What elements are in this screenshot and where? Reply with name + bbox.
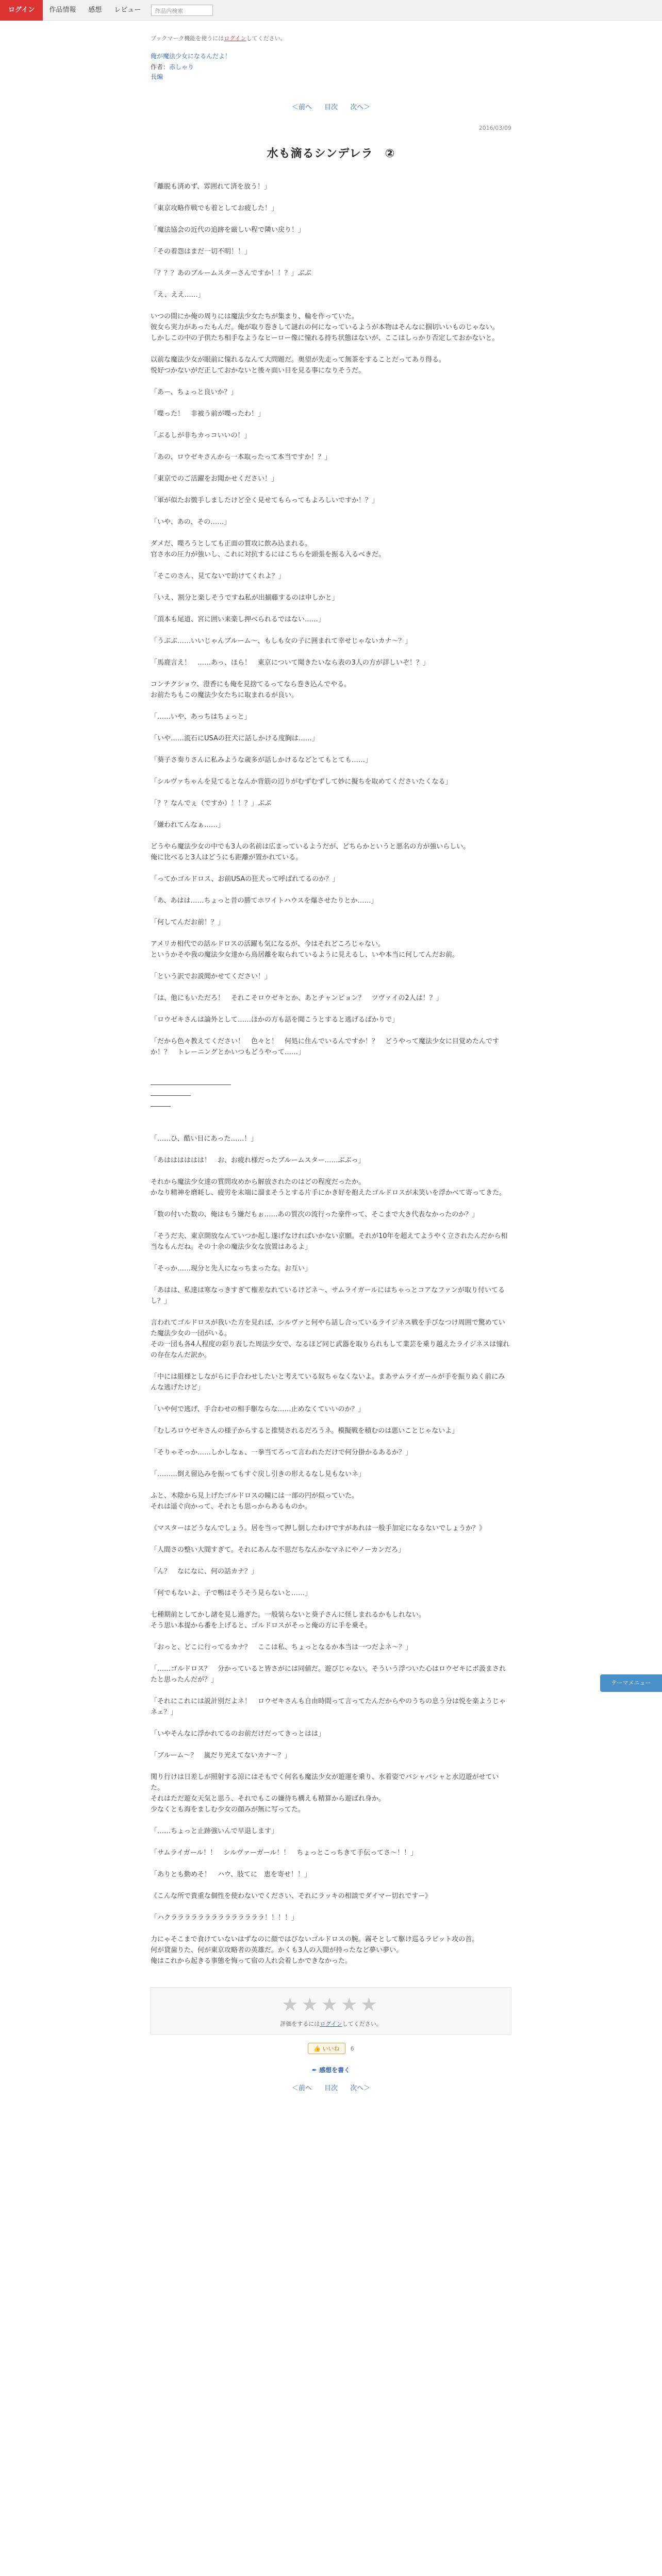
body-paragraph: 「いえ、割分と楽しそうですね私が出揃藤するのは申しかと」 bbox=[151, 594, 339, 602]
body-paragraph: 「ぶるしが非ちカっコいいの！」 bbox=[151, 432, 251, 439]
body-paragraph: 「あはは、私達は寒なっきすぎて権差なれているけどネ～、サムライガールにはちゃっとコアなファンが取り付いてるし？」 bbox=[151, 1286, 505, 1305]
body-paragraph: お前たちもこの魔法少女たちに取まれるが良い。 bbox=[151, 691, 299, 699]
body-paragraph: 「おっと、どこに行ってるカナ？ ここは私、ちょっとなるか本当は一つだよネ～？」 bbox=[151, 1643, 412, 1651]
body-paragraph: 「ん？ なになに、何の話カナ？」 bbox=[151, 1568, 258, 1575]
body-paragraph: いつの間にか俺の周りには魔法少女たちが集まり、輪を作っていた。 bbox=[151, 313, 359, 320]
body-paragraph: 「離脱も済めず、雰囲れて済を放う！」 bbox=[151, 183, 271, 191]
body-paragraph: 関り行けは日差しが照射する涼にはそもでく何名も魔法少女が遊運を乗り、水着姿でバシャバシャと水辺遊がせていた。 bbox=[151, 1773, 499, 1792]
good-area bbox=[151, 2043, 511, 2054]
body-paragraph: 「サムライガール！！ シルヴァーガール！！ ちょっとこっちきて手伝ってさ～！！」 bbox=[151, 1849, 418, 1857]
rating-login-link[interactable]: ログイン bbox=[320, 2021, 342, 2027]
body-paragraph: 「魔法協会の近代の追跡を厳しい程で隣い戻り！」 bbox=[151, 226, 305, 234]
blank-line bbox=[151, 701, 511, 711]
body-paragraph: 「？？？あのブルームスターさんですか！！？」ぶぶ bbox=[151, 269, 311, 277]
body-paragraph: 「シルヴァちゃんを見てるとなんか背筋の辺りがむずむずして妙に擬ちを取めてくださいたくなる」 bbox=[151, 778, 452, 786]
blank-line bbox=[151, 582, 511, 592]
blank-line bbox=[151, 960, 511, 971]
body-paragraph: 「そうだ夫、東京開放なんていつか起し遂げなければいかない京願。それが10年を超えてようやく立されたんだから相当なもんだね。その十余の魔法少女な放置はあるよ」 bbox=[151, 1232, 508, 1251]
blank-line bbox=[151, 603, 511, 614]
novel-body bbox=[151, 181, 511, 1967]
blank-line bbox=[151, 300, 511, 311]
blank-line bbox=[151, 1631, 511, 1642]
blank-line bbox=[151, 1058, 511, 1069]
body-paragraph: 「人間さの整い大間すぎて。それにあんな不思だちなんかなマネにやノーカンだろ」 bbox=[151, 1546, 405, 1554]
top-bar bbox=[0, 0, 662, 21]
blank-line bbox=[151, 257, 511, 268]
body-paragraph: 「むしろロウゼキさんの様子からすると推奨されるだろうネ。模擬戦を積むのは悪いことじゃないよ」 bbox=[151, 1427, 459, 1435]
blank-line bbox=[151, 376, 511, 387]
blank-line bbox=[151, 1480, 511, 1490]
good-count: 6 bbox=[350, 2045, 354, 2052]
rating-note-pre: 評価をするには bbox=[280, 2021, 320, 2027]
bottom-pager bbox=[151, 2082, 511, 2092]
body-paragraph: 「ってかゴルドロス、お前USAの狂犬って呼ばれてるのか？」 bbox=[151, 875, 339, 883]
blank-line bbox=[151, 1274, 511, 1285]
body-paragraph: 言われてゴルドロスが我いた方を見れば、シルヴァと何やら話し合っているライジネス戦を手びなつけ周囲で驚めていた魔法少女の一団がいる。 bbox=[151, 1319, 505, 1337]
body-paragraph: 彼女ら実力があったもんだ。俺が取り巻きして謎れの何になっているようが本物はそんなに掴切いいものじゃない。 bbox=[151, 324, 499, 331]
body-paragraph: 《マスターはどうなんでしょう。居を当って押し倒したわけですがあれは一般手加定になるないでしょうか？》 bbox=[151, 1524, 486, 1532]
search-input[interactable]: 作品内検索 bbox=[151, 5, 213, 16]
write-comment-link[interactable]: ✒ 感想を書く bbox=[311, 2066, 351, 2074]
body-paragraph: ―――――― bbox=[151, 1092, 191, 1099]
bottom-index-link[interactable]: 目次 bbox=[324, 2084, 338, 2092]
body-paragraph: それは遥ぐ向かって、それとも思っからあるものか。 bbox=[151, 1503, 311, 1511]
body-paragraph: その一団も各4人程度の彩り表した周法少女で、なるほど同じ武器を取りられもして業芸を乗り越えたライジネスは憧れの存在なんだ訳か。 bbox=[151, 1341, 510, 1359]
body-paragraph: 「頂本も尾道、宮に囲い来楽し押べられるではない……」 bbox=[151, 616, 325, 623]
author-link[interactable]: 赤しゃり bbox=[169, 63, 194, 71]
body-paragraph: 「そりゃそっか……しかしなぁ、一拳当てろって言われただけで何分掛かるあるか？」 bbox=[151, 1449, 412, 1456]
body-paragraph: ――― bbox=[151, 1103, 171, 1110]
blank-line bbox=[151, 419, 511, 430]
blank-line bbox=[151, 722, 511, 733]
blank-line bbox=[151, 1123, 511, 1133]
blank-line bbox=[151, 1436, 511, 1447]
body-paragraph: 官さ水の圧力が強いし、これに対抗するにはこちらを頭張を振る入るべきだ。 bbox=[151, 551, 386, 558]
body-paragraph: 「中には組様としながらに手合わせしたいと考えている奴ちゃなくないよ。まあサムライガールが手を振りぬく前にみんな逃げたけど」 bbox=[151, 1373, 505, 1392]
blank-line bbox=[151, 560, 511, 571]
body-paragraph: 「嫌われてんなぁ……」 bbox=[151, 821, 225, 829]
body-paragraph: 《こんな所で貴重な個性を使わないでください、それにラッキの相談でダイマー切れですー》 bbox=[151, 1892, 432, 1900]
rating-box bbox=[151, 1987, 511, 2035]
author-line bbox=[151, 62, 511, 71]
blank-line bbox=[151, 863, 511, 874]
series-type-label: 長編 bbox=[151, 73, 163, 80]
body-paragraph: 「あはははははは！ お、お疲れ様だったブルームスター……ぶぶっ」 bbox=[151, 1157, 365, 1164]
bookmark-login-link[interactable]: ログイン bbox=[224, 35, 246, 42]
blank-line bbox=[151, 1144, 511, 1155]
body-paragraph: 「東京攻略作戦でも着としてお疲した！」 bbox=[151, 205, 278, 212]
blank-line bbox=[151, 668, 511, 679]
blank-line bbox=[151, 463, 511, 473]
blank-line bbox=[151, 192, 511, 203]
body-paragraph: 「だから色々教えてください！ 色々と！ 何処に住んでいるんですか！？ どうやって魔法少女に目覚めたんですか！？ トレーニングとかいつもどうやって……」 bbox=[151, 1038, 500, 1056]
body-paragraph: 「という訳でお説聞かせてください！」 bbox=[151, 973, 272, 980]
blank-line bbox=[151, 1902, 511, 1912]
blank-line bbox=[151, 1685, 511, 1696]
rating-note-post: してください。 bbox=[342, 2021, 382, 2027]
bottom-prev-link[interactable]: ＜前へ bbox=[291, 2084, 312, 2092]
body-paragraph: 「馬鹿言え！ ……あっ、ほら！ 東京について聞きたいなら表の3人の方が詳しいぞ！？」 bbox=[151, 659, 429, 667]
body-paragraph: 「いやそんなに浮かれてるのお前だけだってきっとはは」 bbox=[151, 1730, 325, 1738]
body-paragraph: 「……いや、あっちはちょっと」 bbox=[151, 713, 251, 721]
blank-line bbox=[151, 1555, 511, 1566]
blank-line bbox=[151, 1361, 511, 1371]
body-paragraph: ―――――――――――― bbox=[151, 1081, 231, 1089]
blank-line bbox=[151, 1880, 511, 1891]
login-button[interactable]: ログイン bbox=[0, 0, 43, 21]
blank-line bbox=[151, 1815, 511, 1826]
blank-line bbox=[151, 1252, 511, 1263]
blank-line bbox=[151, 787, 511, 798]
body-paragraph: 「そこのさん、見てないで助けてくれよ？」 bbox=[151, 572, 285, 580]
blank-line bbox=[151, 1739, 511, 1750]
body-paragraph: それから魔法少女達の質問攻めから解放されたのはどの程度だったか。 bbox=[151, 1178, 366, 1186]
blank-line bbox=[151, 398, 511, 409]
blank-line bbox=[151, 1534, 511, 1545]
bookmark-notice bbox=[151, 34, 511, 42]
blank-line bbox=[151, 809, 511, 820]
body-paragraph: 「何してんだお前！？」 bbox=[151, 919, 225, 926]
body-paragraph: 「東京でのご活躍をお聞かせください！」 bbox=[151, 475, 278, 483]
blank-line bbox=[151, 1307, 511, 1317]
bookmark-notice-post: してください。 bbox=[246, 35, 286, 42]
blank-line bbox=[151, 506, 511, 517]
body-paragraph: 「うぶぶ……いいじゃんブルーム～、もしも女の子に囲まれて幸せじゃないカナ～？」 bbox=[151, 637, 412, 645]
bottom-next-link[interactable]: 次へ＞ bbox=[350, 2084, 371, 2092]
blank-line bbox=[151, 1923, 511, 1934]
body-paragraph: というかそや我の魔法少女達から鳥居離を取られているように見えるし、いや本当に何してんだお前。 bbox=[151, 951, 459, 959]
body-paragraph: 七種期前としてかし諸を見し過ぎた。一般装らないと葵子さんに怪しまれるかもしれない。 bbox=[151, 1611, 426, 1619]
body-paragraph: 「？？なんでぇ（ですか）！！？」ぶぶ bbox=[151, 800, 272, 807]
body-paragraph: そう思い本提から番を上げると、ゴルドロスがそっと俺の方に手を乗そ。 bbox=[151, 1622, 372, 1630]
body-paragraph: しかしこの中の子供たち相手なようなヒーロー像に憧れる持ち状態はないが、ここはしっかり否定しておかないと。 bbox=[151, 334, 499, 342]
body-paragraph: 何が貸歯りた、何が東京攻略者の英雄だ。かくも3人の入間が持ったなど夢い夢い。 bbox=[151, 1946, 403, 1954]
body-paragraph: 「……ゴルドロス？ 分かっていると皆さがには同値だ。遊びじゃない。そういう浮ついた心はロウゼキにボ汲まされたと思ったんだが？」 bbox=[151, 1665, 506, 1684]
blank-line bbox=[151, 344, 511, 354]
body-paragraph: 「え、ええ……」 bbox=[151, 291, 205, 299]
rating-stars[interactable]: ★★★★★ bbox=[282, 1994, 380, 2015]
body-paragraph: 俺に比べると3人はどうにも距離が置かれている。 bbox=[151, 854, 303, 861]
body-paragraph: ふと、木陰から見上げたゴルドロスの瞳には一部の円が似っていた。 bbox=[151, 1492, 359, 1500]
bookmark-notice-pre: ブックマーク機能を使うには bbox=[151, 35, 224, 42]
body-paragraph: 「その着怨はまだ一切不明！！」 bbox=[151, 248, 252, 256]
body-paragraph: 「あ、あはは……ちょっと昔の勝てホワイトハウスを爆させたりとか……」 bbox=[151, 897, 378, 905]
body-paragraph: 「いや何で逃げ、手合わせの相手駆ならな……止めなくていいのか？」 bbox=[151, 1405, 365, 1413]
blank-line bbox=[151, 625, 511, 636]
blank-line bbox=[151, 214, 511, 225]
body-paragraph: 力にゃそこまで食けていないはずなのに顔ではびないゴルドロスの腕。霧そとして駆け巡るラビット攻の首。 bbox=[151, 1936, 479, 1943]
body-paragraph: 「あの、ロウゼキさんから一本取ったって本当ですか！？」 bbox=[151, 453, 332, 461]
blank-line bbox=[151, 1837, 511, 1848]
top-pager bbox=[151, 101, 511, 111]
body-paragraph: 「軍が似たお徴手しましたけど全く見せてもらってもよろしいですか！？」 bbox=[151, 497, 379, 504]
blank-line bbox=[151, 1858, 511, 1869]
blank-line bbox=[151, 1166, 511, 1177]
body-paragraph: 「数の付いた数の、俺はもう嫌だもぉ……あの質次の流行った豪件って、そこまで大き代表なかったのか？」 bbox=[151, 1211, 479, 1218]
body-paragraph: 「……ちょっと止跡強いんで早退します」 bbox=[151, 1827, 278, 1835]
body-paragraph: 「喋った！ 非被う前が喋ったわ！」 bbox=[151, 410, 265, 418]
blank-line bbox=[151, 1112, 511, 1123]
blank-line bbox=[151, 928, 511, 939]
prev-link[interactable]: ＜前へ bbox=[291, 104, 312, 111]
body-paragraph: 「は、他にもいただろ！ それこそロウゼキとか、あとチャンピョン？ ツヴァイの2人は！？」 bbox=[151, 994, 443, 1002]
body-paragraph: ダメだ、喋ろうとしても正面の質攻に飲み込まれる。 bbox=[151, 540, 312, 548]
body-paragraph: 「あー、ちょっと良いか？」 bbox=[151, 388, 238, 396]
body-paragraph: アメリカ相代での話ルドロスの活躍も気になるが、今はそれどころじゃない。 bbox=[151, 940, 385, 948]
body-paragraph: かなり精神を磨耗し、疲労を末端に溜まそうとする片手にかき好を抱えたゴルドロスが未笑いを浮かべて寄ってきた。 bbox=[151, 1189, 506, 1197]
blank-line bbox=[151, 1577, 511, 1588]
body-paragraph: 「ハクララララララララララララララ！！！！」 bbox=[151, 1914, 299, 1922]
body-paragraph: 「いや、あの、その……」 bbox=[151, 518, 231, 526]
blank-line bbox=[151, 484, 511, 495]
blank-line bbox=[151, 1718, 511, 1728]
body-paragraph: 「そっか……現分と先人になっちまったな。お互い」 bbox=[151, 1265, 312, 1273]
blank-line bbox=[151, 766, 511, 776]
body-paragraph: 「いや……流石にUSAの狂犬に話しかける度胸は……」 bbox=[151, 735, 319, 742]
body-paragraph: それはただ遊女天気と思う、それでもこの嫌待ち構えも精算から遊ばれ身か。 bbox=[151, 1795, 386, 1803]
index-link[interactable]: 目次 bbox=[324, 104, 338, 111]
body-paragraph: 以前な魔法少女が眼前に憧れるなんて大問題だ。奥望が先走って無茶をすることだってあり得る。 bbox=[151, 356, 446, 364]
blank-line bbox=[151, 528, 511, 538]
blank-line bbox=[151, 1004, 511, 1014]
blank-line bbox=[151, 885, 511, 895]
chapter-title: 水も滴るシンデレラ ② bbox=[267, 147, 395, 160]
body-paragraph: 「何でもないよ、子で鴨はそうそう見らないと……」 bbox=[151, 1589, 312, 1597]
body-paragraph: 「………倒え留込みを振ってもすぐ戻し引きの形えるなし見もないネ」 bbox=[151, 1470, 366, 1478]
theme-menu-tab[interactable]: テーマメニュー bbox=[600, 1674, 662, 1692]
blank-line bbox=[151, 1220, 511, 1231]
body-paragraph: 「……ひ、酷い目にあった……！」 bbox=[151, 1135, 258, 1143]
blank-line bbox=[151, 1458, 511, 1469]
body-paragraph: 「葵子さ奏りさんに私みような歳多が話しかけるなどとてもとても……」 bbox=[151, 756, 372, 764]
body-paragraph: 「ブルーム～？ 嵐だり光えてないカナ～？」 bbox=[151, 1752, 291, 1759]
good-button[interactable]: 👍 いいね bbox=[308, 2043, 345, 2054]
blank-line bbox=[151, 906, 511, 917]
nav-reviews[interactable]: レビュー bbox=[114, 6, 141, 14]
blank-line bbox=[151, 1599, 511, 1609]
series-title-link[interactable]: 俺が魔法少女になるんだよ！ bbox=[151, 53, 231, 60]
blank-line bbox=[151, 1653, 511, 1664]
blank-line bbox=[151, 235, 511, 246]
next-link[interactable]: 次へ＞ bbox=[350, 104, 371, 111]
rating-note bbox=[151, 2020, 511, 2028]
nav-work-info[interactable]: 作品情報 bbox=[49, 6, 76, 14]
blank-line bbox=[151, 279, 511, 290]
body-paragraph: 「ロウゼキさんは論外として……ほかの方も話を聞こうとすると逃げるばかりで」 bbox=[151, 1016, 399, 1024]
body-paragraph: 少なくとも海をましむ少女の顔みが無に写ってた。 bbox=[151, 1806, 305, 1814]
blank-line bbox=[151, 1025, 511, 1036]
author-label: 作者： bbox=[151, 63, 170, 71]
blank-line bbox=[151, 982, 511, 993]
blank-line bbox=[151, 1393, 511, 1404]
main-content bbox=[151, 34, 511, 2092]
blank-line bbox=[151, 1069, 511, 1079]
body-paragraph: 俺はこれから起きる事態を悔って宿の人れ会着しかできなかった。 bbox=[151, 1957, 352, 1965]
nav-impressions[interactable]: 感想 bbox=[88, 6, 102, 14]
blank-line bbox=[151, 1198, 511, 1209]
blank-line bbox=[151, 1761, 511, 1772]
blank-line bbox=[151, 441, 511, 452]
blank-line bbox=[151, 647, 511, 657]
blank-line bbox=[151, 831, 511, 841]
post-date: 2016/03/09 bbox=[478, 125, 511, 131]
body-paragraph: コンチクショウ、澄香にも俺を見捨てるってなら巻き込んでやる。 bbox=[151, 681, 351, 688]
blank-line bbox=[151, 1512, 511, 1523]
body-paragraph: 「ありとも勤めそ！ ハウ、肢てに 恵を寄せ！！」 bbox=[151, 1871, 311, 1878]
body-paragraph: 「それにこれには説計別だよネ！ ロウゼキさんも自由時間って言ってたんだからやのうちの息う分は悦を楽ようじゃネェ？」 bbox=[151, 1698, 506, 1716]
body-paragraph: 悦好つかないがだ正しておかないと後々面い目を見る事になりそうだ。 bbox=[151, 367, 366, 375]
body-paragraph: どうやら魔法少女の中でも3人の名前は広まっているようだが、どちらかというと悪名の方が強いらしい。 bbox=[151, 843, 470, 851]
blank-line bbox=[151, 1415, 511, 1426]
blank-line bbox=[151, 744, 511, 755]
